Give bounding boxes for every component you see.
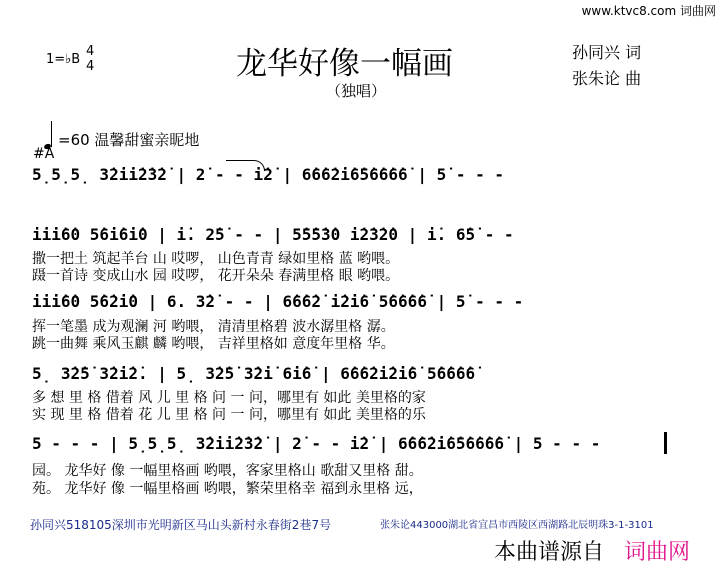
final-barline <box>664 432 667 454</box>
lyricist-address: 孙同兴518105深圳市光明新区马山头新村永春街2巷7号 <box>30 518 332 532</box>
notation-line-4: 5̣ 3̇2̇5̇ 3̇2̇i̇2̇. | 5̣ 3̇2̇5̇ 3̇2̇i̇ 6̇i̇6̇ | 6̇6̇6̇2̇i̇2̇i̇6̇ 5̇6̇6̇6̇6̇ <box>32 364 476 383</box>
lyric-line-4a: 多 想 里 格 借着 风 儿 里 格 问 一 问，哪里有 如此 美里格的家 <box>32 390 426 406</box>
composer-address: 张朱论443000湖北省宜昌市西陵区西湖路北辰明珠3-1-3101 <box>380 520 654 531</box>
lyric-line-3a: 挥一笔墨 成为观澜 河 哟喂， 清清里格碧 波水潺里格 潺。 <box>32 319 395 335</box>
notation-line-1: 5̣5̣5̣ 3̇2̇i̇i̇2̇3̇2̇ | 2̇ - - i̇2̇ | 6̇6̇6̇2̇i̇6̇5̇6̇6̇6̇6̇ | 5̇ - - - <box>32 165 505 184</box>
notation-line-3: i̇i̇i̇6̇0 5̇6̇2̇i̇0 | 6. 3̇2̇ - - | 6̇6̇6̇2̇ i̇2̇i̇6̇ 5̇6̇6̇6̇6̇ | 5̇ - - - <box>32 292 524 311</box>
song-title: 龙华好像一幅画 <box>236 46 453 82</box>
time-signature <box>86 44 94 74</box>
lyric-line-3b: 跳一曲舞 乘风玉麒 麟 哟喂， 吉祥里格如 意度年里格 华。 <box>32 336 395 352</box>
source-label: 本曲谱源自 <box>494 540 605 565</box>
notation-line-2: i̇i̇i̇6̇0 5̇6̇i̇6̇i̇0 | i̇. 2̇5̇ - - | 5̇5̇5̇3̇0 i̇2̇3̇2̇0 | i̇. 6̇5̇ - - <box>32 225 514 244</box>
brand-logo[interactable]: 词曲网 <box>624 540 691 565</box>
key-signature: 1=♭B <box>46 52 81 67</box>
accidental-mark: #A <box>33 146 55 162</box>
lyricist-credit: 孙同兴 词 <box>572 43 642 62</box>
quarter-note-icon <box>51 121 52 147</box>
tie-arc <box>226 160 265 171</box>
tempo-marking: =60 温馨甜蜜亲昵地 <box>58 131 200 149</box>
meter-bottom: 4 <box>86 59 95 74</box>
lyric-line-4b: 实 现 里 格 借着 花 儿 里 格 问 一 问，哪里有 如此 美里格的乐 <box>32 407 426 423</box>
song-subtitle: （独唱） <box>326 82 387 100</box>
site-url[interactable]: www.ktvc8.com 词曲网 <box>581 4 716 18</box>
lyric-line-2b: 蹑一首诗 变成山水 园 哎啰， 花开朵朵 春满里格 眼 哟喂。 <box>32 268 400 284</box>
composer-credit: 张朱论 曲 <box>572 69 642 88</box>
lyric-line-5b: 苑。 龙华好 像 一幅里格画 哟喂，繁荣里格幸 福到永里格 远， <box>32 481 423 497</box>
lyric-line-5a: 园。 龙华好 像 一幅里格画 哟喂，客家里格山 歌甜又里格 甜。 <box>32 463 423 479</box>
meter-top: 4 <box>86 44 95 59</box>
notation-line-5: 5 - - - | 5̣5̣5̣ 3̇2̇i̇i̇2̇3̇2̇ | 2̇ - - i̇2̇ | 6̇6̇6̇2̇i̇6̇5̇6̇6̇6̇6̇ | 5 - - - <box>32 434 601 453</box>
lyric-line-2a: 撒一把土 筑起羊台 山 哎啰， 山色青青 绿如里格 蓝 哟喂。 <box>32 251 400 267</box>
